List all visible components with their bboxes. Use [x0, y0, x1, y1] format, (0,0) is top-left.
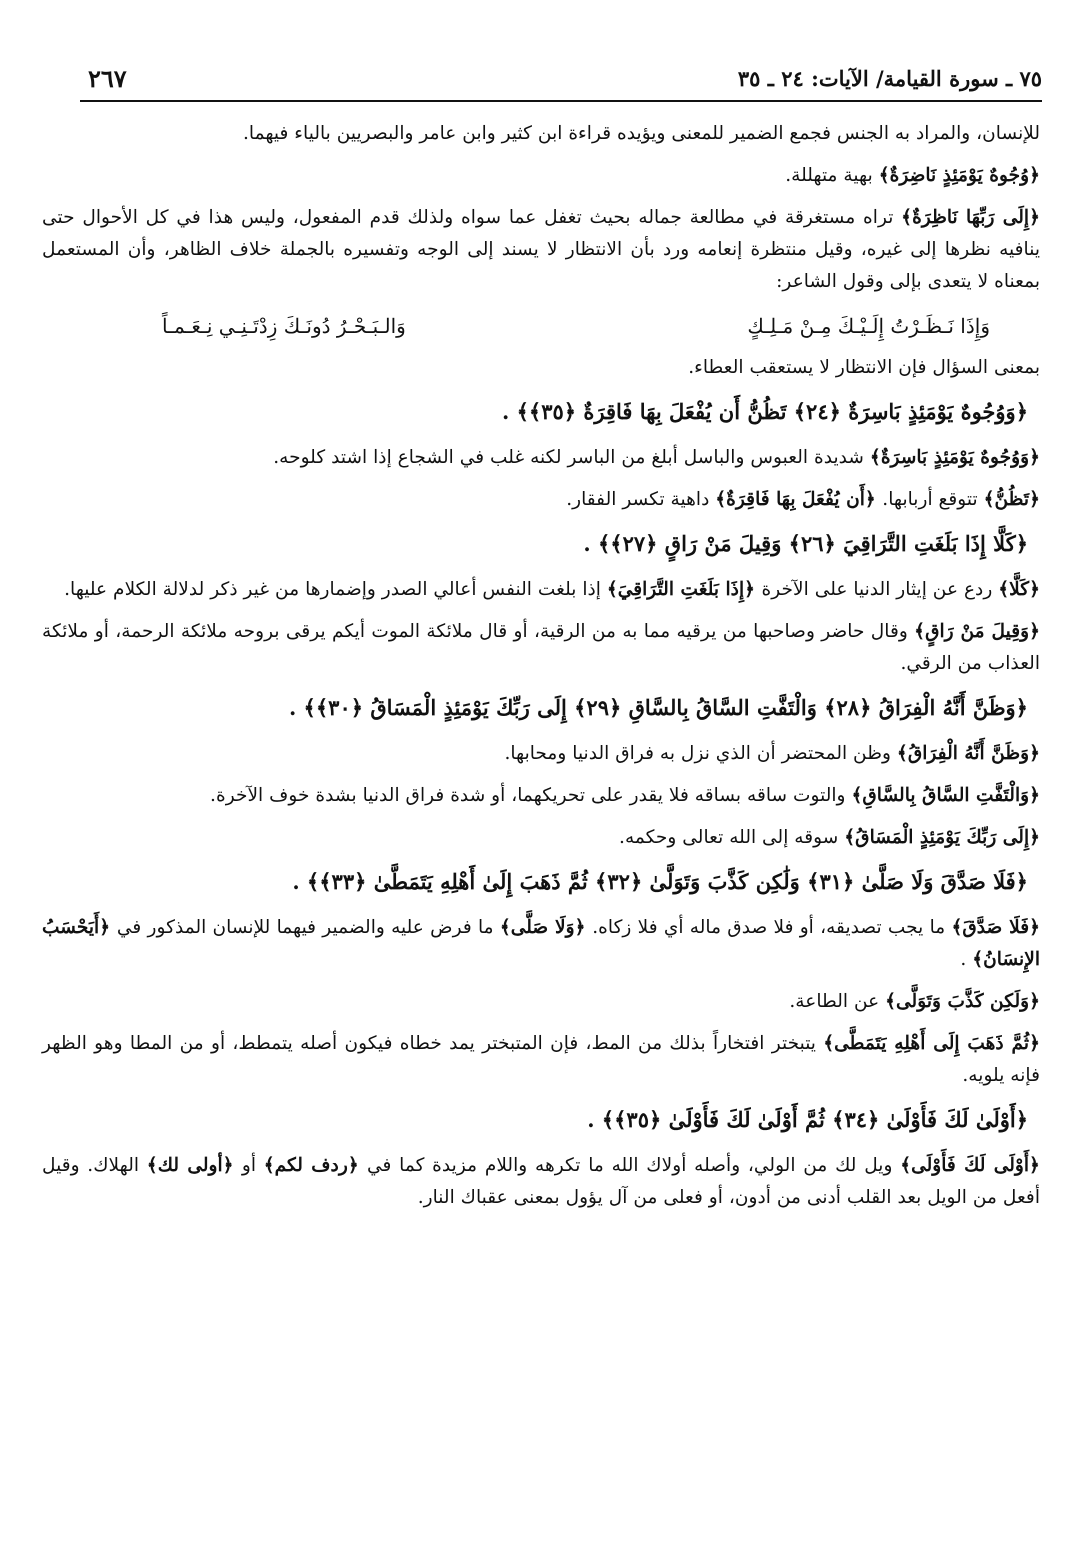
commentary-paragraph: [42, 160, 1040, 192]
commentary-text: سوقه إلى الله تعالى وحكمه.: [619, 827, 839, 848]
running-header: [88, 58, 1042, 98]
quran-quote: ﴿وُجُوهٌ يَوْمَئِذٍ نَاضِرَةٌ﴾: [878, 165, 1040, 186]
commentary-paragraph: [42, 738, 1040, 770]
quran-quote: ﴿وَوُجُوهٌ يَوْمَئِذٍ بَاسِرَةٌ﴾: [869, 447, 1040, 468]
poem-second-hemistich: وَالـبَـحْـرُ دُونَـكَ زِدْتَـنِـي نِـعَـمـاً: [162, 314, 406, 338]
commentary-text: بمعنى السؤال فإن الانتظار لا يستعقب العطاء.: [688, 357, 1040, 378]
quran-verse: ﴿وَوُجُوهٌ يَوْمَئِذٍ بَاسِرَةٌ ﴿٢٤﴾ تَظُنُّ أَن يُفْعَلَ بِهَا فَاقِرَةٌ ﴿٣٥﴾﴾ .: [501, 399, 1028, 424]
commentary-paragraph: [42, 202, 1040, 298]
poem-first-hemistich: وَإِذَا نَـظَـرْتُ إِلَـيْـكَ مِـنْ مَـلِـكٍ: [747, 314, 990, 338]
commentary-paragraph: [42, 616, 1040, 680]
commentary-paragraph: [42, 442, 1040, 474]
commentary-paragraph: [42, 912, 1040, 976]
commentary-paragraph: [42, 986, 1040, 1018]
commentary-text: ما يجب تصديقه، أو فلا صدق ماله أي فلا زكاه.: [592, 917, 946, 938]
commentary-paragraph: [42, 1150, 1040, 1214]
quran-verse: ﴿أَوْلَىٰ لَكَ فَأَوْلَىٰ ﴿٣٤﴾ ثُمَّ أَوْلَىٰ لَكَ فَأَوْلَىٰ ﴿٣٥﴾﴾ .: [587, 1107, 1028, 1132]
header-rule: [80, 100, 1042, 102]
commentary-text: داهية تكسر الفقار.: [566, 489, 710, 510]
commentary-text: ردع عن إيثار الدنيا على الآخرة: [761, 579, 993, 600]
commentary-text: للإنسان، والمراد به الجنس فجمع الضمير للمعنى ويؤيده قراءة ابن كثير وابن عامر والبصريين بالياء فيهما.: [243, 123, 1040, 144]
quran-verse: ﴿كَلَّا إِذَا بَلَغَتِ التَّرَاقِيَ ﴿٢٦﴾ وَقِيلَ مَنْ رَاقٍ ﴿٢٧﴾﴾ .: [583, 531, 1028, 556]
commentary-paragraph: [42, 780, 1040, 812]
commentary-text: والتوت ساقه بساقه فلا يقدر على تحريكهما، أو شدة فراق الدنيا بشدة خوف الآخرة.: [210, 785, 846, 806]
commentary-paragraph: [42, 1028, 1040, 1092]
commentary-text: يتبختر افتخاراً بذلك من المط، فإن المتبختر يمد خطاه فيكون أصله يتمطط، أو من المطا وهو الظهر فإنه يلويه.: [42, 1033, 1040, 1086]
quran-quote: ﴿وَالْتَفَّتِ السَّاقُ بِالسَّاقِ﴾: [851, 785, 1040, 806]
quran-quote: ﴿تَظُنُّ﴾: [983, 489, 1040, 510]
commentary-text: أو: [241, 1155, 257, 1176]
commentary-text: شديدة العبوس والباسل أبلغ من الباسر لكنه غلب في الشجاع إذا اشتد كلوحه.: [273, 447, 864, 468]
quran-quote: ﴿فَلَا صَدَّقَ﴾: [951, 917, 1040, 938]
header-title: ٧٥ ـ سورة القيامة/ الآيات: ٢٤ ـ ٣٥: [737, 65, 1042, 91]
quran-quote: ﴿أَيَحْسَبُ الإِنسَانُ﴾: [42, 917, 1040, 970]
commentary-text: الهلاك. وقيل أفعل من الويل بعد القلب أدنى من أدون، أو فعلى من آل يؤول بمعنى عقباك النار.: [42, 1155, 1040, 1208]
commentary-text: عن الطاعة.: [789, 991, 880, 1012]
quran-quote: ﴿إِلَى رَبِّكَ يَوْمَئِذٍ الْمَسَاقُ﴾: [844, 827, 1040, 848]
commentary-text: بهية متهللة.: [785, 165, 873, 186]
quran-verse: ﴿فَلَا صَدَّقَ وَلَا صَلَّىٰ ﴿٣١﴾ وَلَٰكِن كَذَّبَ وَتَوَلَّىٰ ﴿٣٢﴾ ثُمَّ ذَهَبَ إِلَىٰ أَهْلِهِ يَتَمَطَّىٰ ﴿٣٣﴾﴾ .: [292, 869, 1028, 894]
commentary-paragraph: [42, 574, 1040, 606]
quran-quote: ﴿وَقِيلَ مَنْ رَاقٍ﴾: [914, 621, 1040, 642]
commentary-paragraph: [42, 822, 1040, 854]
page-body: [42, 118, 1040, 1224]
commentary-text: ما فرض عليه والضمير فيهما للإنسان المذكور في: [116, 917, 494, 938]
commentary-text: تتوقع أربابها.: [882, 489, 978, 510]
quran-quote: ﴿وَظَنَّ أَنَّهُ الْفِرَاقُ﴾: [896, 743, 1040, 764]
commentary-paragraph: [42, 118, 1040, 150]
quran-quote: ﴿إِذَا بَلَغَتِ التَّرَاقِيَ﴾: [606, 579, 756, 600]
quran-quote: ﴿ردف لكم﴾: [263, 1155, 359, 1176]
quran-quote: ﴿كَلَّا﴾: [998, 579, 1040, 600]
quran-quote: ﴿وَلَكِن كَذَّبَ وَتَوَلَّى﴾: [885, 991, 1040, 1012]
quran-verse: ﴿وَظَنَّ أَنَّهُ الْفِرَاقُ ﴿٢٨﴾ وَالْتَفَّتِ السَّاقُ بِالسَّاقِ ﴿٢٩﴾ إِلَى رَبِّكَ يَوْمَئِذٍ الْمَسَاقُ ﴿٣٠﴾﴾ .: [288, 695, 1028, 720]
commentary-text: وقال حاضر وصاحبها من يرقيه مما به من الرقية، أو قال ملائكة الموت أيكم يرقى بروحه ملائكة الرحمة، أو ملائكة العذاب من الرقي.: [42, 621, 1040, 674]
quran-quote: ﴿أَوْلَى لَكَ فَأَوْلَى﴾: [900, 1155, 1040, 1176]
commentary-text: .: [960, 949, 967, 970]
commentary-text: إذا بلغت النفس أعالي الصدر وإضمارها من غير ذكر لدلالة الكلام عليها.: [64, 579, 601, 600]
commentary-text: وظن المحتضر أن الذي نزل به فراق الدنيا ومحابها.: [504, 743, 891, 764]
quran-quote: ﴿أولى لك﴾: [146, 1155, 234, 1176]
commentary-paragraph: [42, 352, 1040, 384]
quran-quote: ﴿إِلَى رَبِّهَا نَاظِرَةٌ﴾: [901, 207, 1040, 228]
quran-quote: ﴿وَلَا صَلَّى﴾: [499, 917, 586, 938]
quran-quote: ﴿أَن يُفْعَلَ بِهَا فَاقِرَةٌ﴾: [715, 489, 876, 510]
poetry-line: [162, 308, 990, 344]
quran-quote: ﴿ثُمَّ ذَهَبَ إِلَى أَهْلِهِ يَتَمَطَّى﴾: [823, 1033, 1040, 1054]
commentary-text: ويل لك من الولي، وأصله أولاك الله ما تكرهه واللام مزيدة كما في: [367, 1155, 893, 1176]
page-number: ٢٦٧: [88, 63, 127, 93]
commentary-paragraph: [42, 484, 1040, 516]
commentary-text: تراه مستغرقة في مطالعة جماله بحيث تغفل عما سواه ولذلك قدم المفعول، وليس هذا في كل الأحوال حتى ينافيه نظرها إلى غيره، وقيل منتظرة إنعامه ورد بأن الانتظار لا يسند إلى الوجه وتفسيره بالجملة خلاف الظاهر، وأن المستعمل بمعناه لا يتعدى بإلى وقول الشاعر:: [42, 207, 1040, 292]
